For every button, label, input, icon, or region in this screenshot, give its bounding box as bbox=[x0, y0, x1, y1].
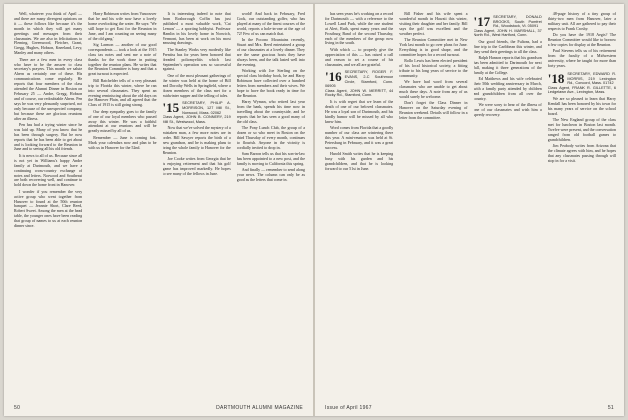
paragraph: It is news to all of us. Because since all is not yet in Williams's happy Andre family at Dartmouth, and we have a continuing cross-country exchange of notes and letters. Norwood and Southeast are both recovering well, and continue to hold down the home front in Hanover. bbox=[14, 152, 83, 188]
r-col4-after bbox=[548, 97, 616, 164]
class-1917-agent: Class Agent, JOHN H. MARSHALL, 37 North Rd., West Hartford, Conn. bbox=[473, 28, 542, 38]
left-column-2 bbox=[88, 12, 156, 396]
paragraph: Paul Stevens tells us of his retirement from the faculty of a Midwestern university, where he taught for more than forty years. bbox=[547, 48, 616, 69]
class-1918-header bbox=[548, 72, 616, 95]
right-page-number: 51 bbox=[607, 405, 614, 411]
paragraph: Joe Cooke writes from Georgia that he is enjoying retirement and that his golf game has improved markedly. He hopes to see many of the fellows in June. bbox=[162, 156, 231, 177]
paragraph: The Pony Lunch Club, the group of a dozen or so who meet in Boston on the third Thursday of every month, continues to flourish. Anyone in the vicinity is cordially invited to drop in. bbox=[236, 124, 305, 150]
paragraph: One of the most pleasant gatherings of the winter was held at the home of Bill and Dorothy Wells in Springfield, where a dozen members of the class met for a midwinter supper and the telling of tales. bbox=[162, 72, 231, 98]
class-1915-agent: Class Agent, JOHN B. CONNERY, 219 Mill St., Westwood, Mass. bbox=[162, 115, 231, 124]
left-page bbox=[4, 4, 313, 416]
class-1918-secretary: SECRETARY, EDWARD R. MORRIS, 219 Lexington Rd., Concord, Mass. 01742 bbox=[567, 71, 616, 86]
r-col1-intro bbox=[325, 12, 393, 67]
magazine-spread bbox=[4, 4, 624, 416]
class-1916-header bbox=[325, 70, 393, 98]
paragraph: Ralph Hanson reports that his grandson has been admitted to Dartmouth for next fall, making it three generations of the family at the College. bbox=[473, 55, 542, 75]
class-1917-header bbox=[474, 15, 542, 38]
paragraph: The New England group of the class met for luncheon in Boston last month. Twelve were present, and the conversation ranged from old football games to grandchildren. bbox=[547, 117, 616, 142]
paragraph: And finally — remember to send along your news. The column can only be as good as the letters that come in. bbox=[236, 167, 305, 182]
paragraph: I wonder if you remember the very active group who went together from Hanover to found at the 50th reunion banquet — Jeannie Short, Clare Reed, Robert Sweet. Among the men at the head table, the younger ones have been reading that group of names to us at each reunion dinner since. bbox=[14, 188, 83, 229]
paragraph: 48-page history of a tiny group of thirty-two men from Hanover, later a military unit. All are gathered to pay their respects to Frank Crosby. bbox=[547, 12, 616, 31]
right-column-4 bbox=[548, 12, 616, 396]
paragraph: In the Pocono Mountains recently, Stuart and Mrs. Reed entertained a group of our classmates at a lovely dinner. They are the same gracious hosts they have always been, and the talk lasted well into the evening. bbox=[236, 37, 305, 67]
magazine-title: DARTMOUTH ALUMNI MAGAZINE bbox=[216, 405, 303, 411]
class-1916-agent: Class Agent, JOHN W. MERRITT, 44 Rocky Rd., Stamford, Conn. bbox=[325, 88, 394, 98]
r-col1-after bbox=[325, 100, 393, 172]
paragraph: Rollo Lewis has been elected president of his local historical society, a fitting tribute to his long years of service to the community. bbox=[399, 58, 468, 78]
class-1917-secretary: SECRETARY, DONALD BROOKS, South Pomfret Rd., Woodstock, Vt. 05091 bbox=[493, 15, 542, 29]
left-column-3 bbox=[163, 12, 231, 396]
col3-after bbox=[163, 126, 231, 177]
paragraph: Harold Smith writes that he is keeping busy with his garden and his grandchildren, and that he is looking forward to our 51st in June. bbox=[325, 151, 394, 171]
paragraph: Sig Larmon — another of our good correspondents — took a look at the 1915 class tax notes and sent me a note of thanks for the work done in putting together the reunion plans. He writes that the Reunion Committee is busy and that a great turnout is expected. bbox=[88, 41, 157, 77]
paragraph: Jim Peabody writes from Arizona that the climate agrees with him, and he hopes that any classmates passing through will stop in for a visit. bbox=[547, 143, 616, 163]
class-1915-number: '15 bbox=[162, 101, 180, 116]
paragraph: Well, whatever you think of April — and there are many divergent opinions on it — these follows like because it's the month in which they will get many greetings and messages from their classmates. We are also in felicitations to Fleming, Greenwood, Fletcher, Grant, Gregg, Hughes, Hobson, Kneeland, Levy, Manley and many others. bbox=[14, 12, 83, 56]
paragraph: Bill Batchelder tells of a very pleasant trip to Florida this winter, where he ran into several classmates. They spent an evening reminiscing about the old days on the Hanover Plain, and all agreed that the Class of 1915 is still going strong. bbox=[88, 77, 157, 108]
paragraph: Sam Barron tells us that his son-in-law has been appointed to a new post, and the family is moving to California this spring. bbox=[236, 150, 305, 166]
paragraph: Remember — June is coming fast. Mark your calendars now and plan to be with us in Hanover for the 52nd. bbox=[88, 134, 157, 150]
paragraph: Harry Wyman, who retired last year from the bank, spends his time now in travelling about the countryside, and he reports that he has seen a good many of the old class. bbox=[236, 98, 305, 124]
class-1916-number: '16 bbox=[325, 70, 342, 85]
left-page-number: 50 bbox=[14, 405, 21, 411]
right-page bbox=[315, 4, 624, 416]
paragraph: Bill Fisher and his wife spent a wonderful month in Hawaii this winter, visiting their daughter and her family. Bill says the golf was excellent and the weather perfect. bbox=[399, 12, 468, 36]
right-footer bbox=[325, 405, 614, 411]
paragraph: Our deep sympathy goes to the family of one of our loyal members who passed away this winter. He was a faithful attendant at our reunions and will be greatly missed by all of us. bbox=[88, 108, 157, 134]
r-col3-after bbox=[474, 40, 542, 118]
right-columns bbox=[325, 12, 616, 396]
paragraph: Working with Joe Sterling on the special class birthday book, he and Harry Robinson have collected over a hundred letters from members and their wives. We hope to have the book ready in time for the Reunion. bbox=[236, 67, 305, 98]
class-1918-number: '18 bbox=[547, 71, 565, 86]
paragraph: It is interesting indeed to note that from Rosborough Coffin has just published a most valuable work, 'Cat Lemon' — a sporting hobbyist. Professor Hamlin in his lovely home in Norwich, Vermont, has been at work on his most amusing drawings. bbox=[162, 12, 231, 46]
left-column-4 bbox=[237, 12, 305, 396]
paragraph: There are a few men in every class who have to be the answer to class secretary's prayers. This month we salute Ahern as certainly one of these. His communications come regularly. He reports that four members of the class attended the Alumni Dinner in Boston on February 25 — Andre, Gregg, Hobson and of course, our redoubtable Ahern. Pen says he was very pleasantly surprised, not only because of the unexpected company, but because these are glorious reunions after an illness. bbox=[14, 56, 83, 121]
class-1915-header bbox=[163, 101, 231, 124]
right-column-1 bbox=[325, 12, 393, 396]
paragraph: has seen years he's working on a record for Dartmouth — with a reference to the Lowell Land Park, while the one student at Alert, Ruth, spent many years and the Frostburg Band of the second Thursday, each of the members of the group now living in the south. bbox=[325, 12, 394, 46]
left-footer bbox=[14, 405, 303, 411]
paragraph: Ed Matthews and his wife celebrated their 50th wedding anniversary in March, with a family party attended by children and grandchildren from all over the country. bbox=[473, 76, 542, 101]
paragraph: world! And back in February, Fred Cook, our outstanding golfer, who has played at many of the finest courses of the world, reports a hole-in-one at the age of 72! Few of us can match that. bbox=[236, 12, 305, 36]
paragraph: The Stanley Works very modestly like Prentiss has for years been honored that dreaded poliomyelitis which last September's operation was so successful against. bbox=[162, 46, 231, 72]
left-columns bbox=[14, 12, 305, 396]
r-col4 bbox=[548, 12, 616, 69]
class-1916-secretary: SECRETARY, ROGER F. EVANS, 2-C Southmoor Circle, Stamford, Conn. 06905 bbox=[325, 70, 394, 89]
issue-label: Issue of April 1967 bbox=[325, 405, 372, 411]
paragraph: Pen has had a trying winter since he was laid up. Many of you know that he has been through surgery. But he now reports that he has been able to get about and is looking forward to the Reunion in June and to seeing all his old friends. bbox=[14, 121, 83, 152]
paragraph: Harry Robinson writes from Vancouver that he and his wife now have a lovely home overlooking the water. He says: 'We still hope to get East for the Reunion in June, and I am counting on seeing many of the old gang.' bbox=[88, 12, 157, 41]
paragraph: The Reunion Committee met in New York last month to go over plans for June. Everything is in good shape, and the committee hopes for a record turnout. bbox=[399, 37, 468, 57]
right-column-2 bbox=[399, 12, 467, 396]
paragraph: With which — to properly give the appreciation of this — has raised a call and reason to set a course of his classmates, and we all are grateful. bbox=[325, 46, 394, 67]
class-1917-number: '17 bbox=[473, 15, 491, 29]
paragraph: Now that we've solved the mystery of a mistaken man, a few more notes are in order. Bill Sawyer reports the birth of a new grandson, and he is making plans to bring the whole family to Hanover for the Reunion. bbox=[162, 125, 231, 155]
left-column-1 bbox=[14, 12, 82, 396]
class-1918-agent: Class Agent, FRANK R. GILLETTE, 6 Ledgelawn Ave., Lexington, Mass. bbox=[547, 85, 616, 95]
paragraph: Do you have the 1918 Aegis? The Reunion Committee would like to borrow a few copies for display at the Reunion. bbox=[547, 32, 616, 47]
class-1915-secretary: SECRETARY, PHILIP A. MORRISON, 127 Mill St., Norwood, Mass. 02062 bbox=[182, 101, 231, 115]
paragraph: We are so pleased to learn that Harry Kendall has been honored by his town for his many years of service on the school board. bbox=[547, 95, 616, 116]
col3-intro bbox=[163, 12, 231, 98]
paragraph: It is with regret that we learn of the death of one of our beloved classmates. He was a loyal son of Dartmouth, and his kindly humor will be missed by all who knew him. bbox=[325, 99, 394, 124]
paragraph: Word comes from Florida that a goodly number of our class are wintering there this year. A mini-reunion was held at St. Petersburg in February, and it was a great success. bbox=[325, 125, 394, 150]
paragraph: We have had word from several classmates who are unable to get about much these days. A note from any of us would surely be welcome. bbox=[399, 79, 468, 99]
right-column-3 bbox=[474, 12, 542, 396]
paragraph: Don't forget the Class Dinner in Hanover on the Saturday evening of Reunion weekend. Details will follow in a letter from the committee. bbox=[399, 100, 468, 121]
paragraph: We were sorry to hear of the illness of one of our classmates and wish him a speedy recovery. bbox=[473, 102, 542, 118]
paragraph: Our good friends, the Fultons, had a fine trip to the Caribbean this winter, and they send their greetings to all the class. bbox=[473, 38, 542, 54]
